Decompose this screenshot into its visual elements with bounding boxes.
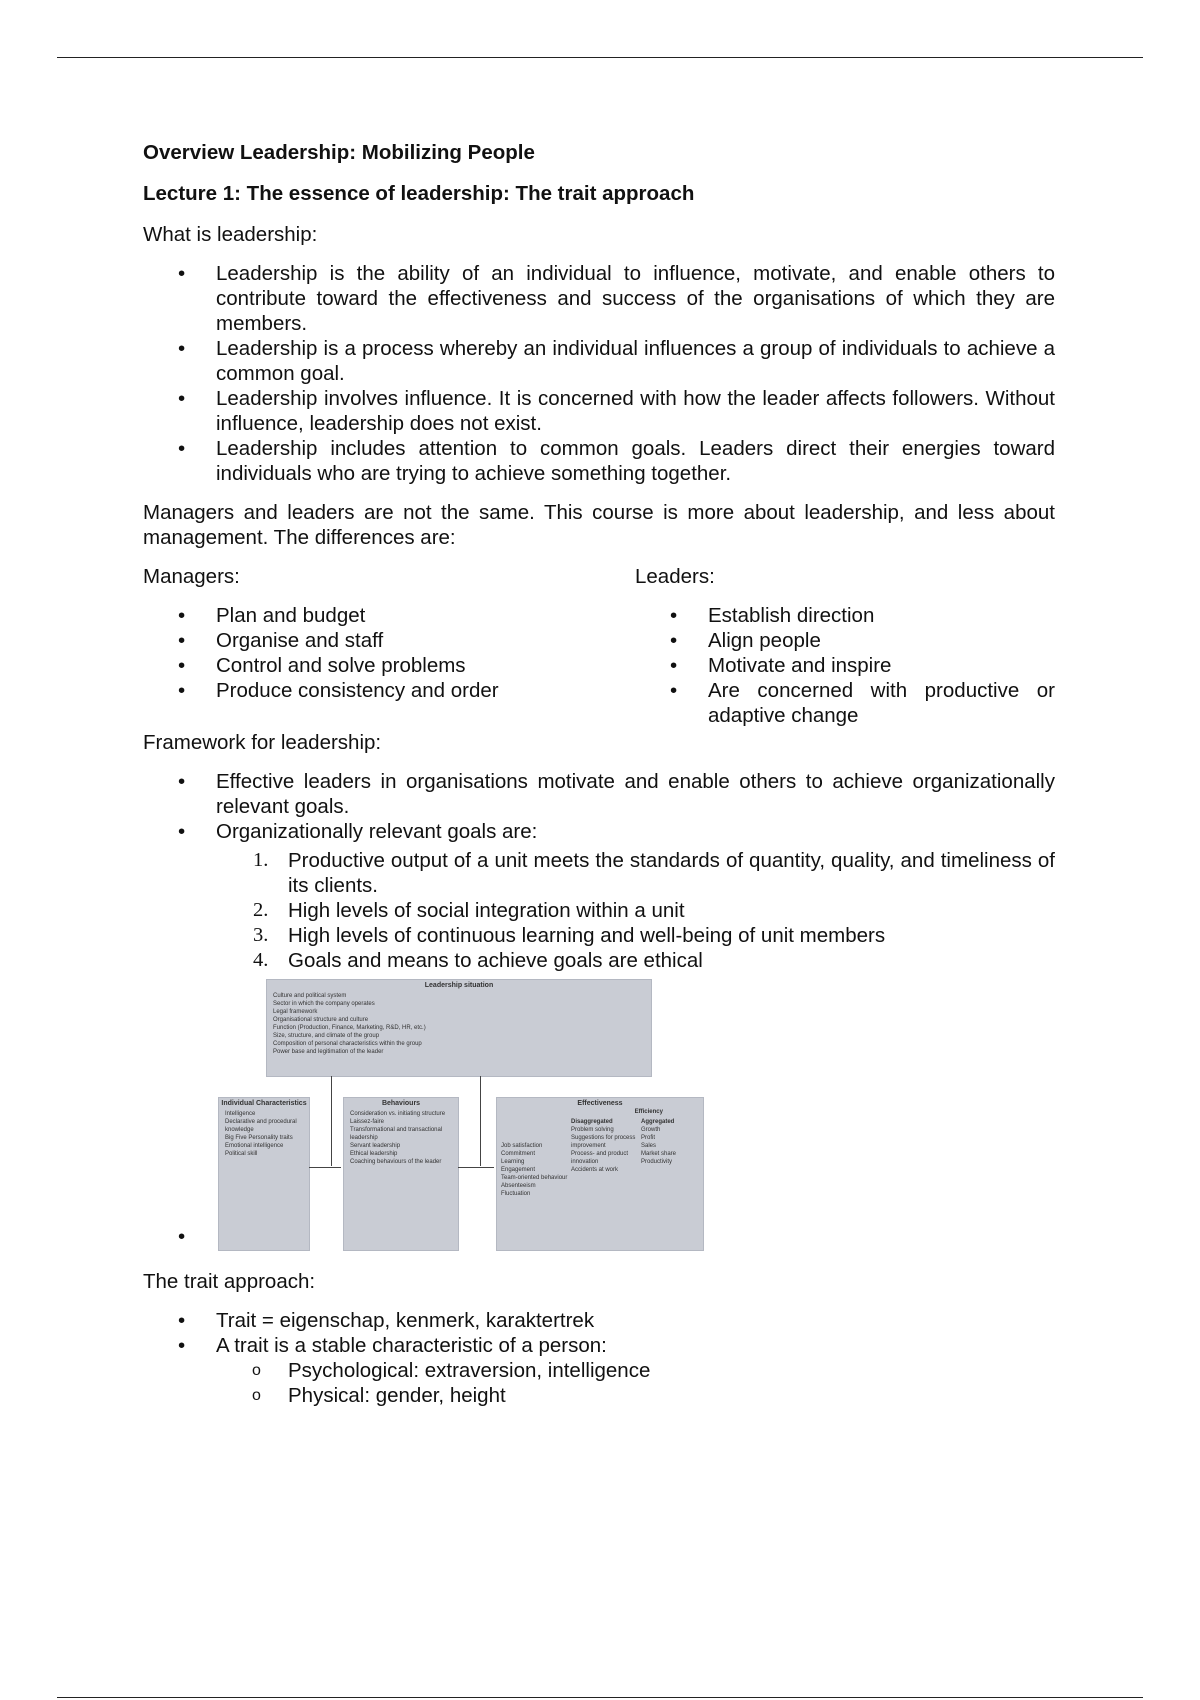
arrow-right [309,1167,341,1168]
comparison-columns [143,564,1055,728]
list-item: o Psychological: extraversion, intelligence [143,1358,1055,1383]
list-item: • Produce consistency and order [143,678,635,703]
list-item: • Effective leaders in organisations motivate and enable others to achieve organizationally relevant goals. [143,769,1055,819]
list-item: o Physical: gender, height [143,1383,1055,1408]
list-item: • Plan and budget [143,603,635,628]
goals-list [143,848,1055,973]
list-item: • A trait is a stable characteristic of a person: [143,1333,1055,1358]
trait-heading: The trait approach: [143,1270,316,1293]
leaders-list [635,603,1055,728]
list-item: • Leadership is a process whereby an individual influences a group of individuals to achieve a common goal. [143,336,1055,386]
leaders-heading: Leaders: [635,565,715,588]
list-item: • Control and solve problems [143,653,635,678]
leaders-column [635,564,1055,728]
list-item: • Are concerned with productive or adaptive change [635,678,1055,728]
trait-sub-list [143,1358,1055,1408]
managers-leaders-intro: Managers and leaders are not the same. This course is more about leadership, and less about management. The differences are: [143,501,1055,549]
lecture-heading: Lecture 1: The essence of leadership: The trait approach [143,182,695,205]
list-item: • Organise and staff [143,628,635,653]
list-item: • Leadership includes attention to common goals. Leaders direct their energies toward individuals who are trying to achieve something together. [143,436,1055,486]
list-item: • Leadership is the ability of an individual to influence, motivate, and enable others to contribute toward the effectiveness and success of the organisations of which they are members. [143,261,1055,336]
managers-column [143,564,635,728]
arrow-down [480,1076,481,1166]
document-body [143,140,1055,1422]
framework-list [143,769,1055,844]
leadership-framework-diagram [218,979,708,1249]
trait-list [143,1308,1055,1358]
arrow-right [458,1167,494,1168]
arrow-down [331,1076,332,1166]
behaviours-box: Behaviours Consideration vs. initiating structure Laissez-faire Transformational and transactional leadership Servant leadership Ethical leadership Coaching behaviours of the leader [343,1097,459,1251]
effectiveness-box: Effectiveness Efficiency Job satisfaction Commitment Learning Engagement Team-oriented behaviour Absenteeism Fluctuation Disaggregated Problem solving Suggestions for process improvement Process- and product innovation Accidents at work Aggregated Growth Profit Sales Market share Productivity [496,1097,704,1251]
document-title: Overview Leadership: Mobilizing People [143,141,535,164]
managers-heading: Managers: [143,565,240,588]
list-item: 3. High levels of continuous learning and well-being of unit members [253,924,886,947]
list-item: 1. Productive output of a unit meets the standards of quantity, quality, and timeliness of its clients. [253,849,1055,897]
managers-list [143,603,635,703]
framework-figure-row [143,979,1055,1249]
list-item: • Align people [635,628,1055,653]
what-is-list [143,261,1055,486]
top-rule [57,57,1143,58]
leadership-situation-box: Leadership situation Culture and political system Sector in which the company operates Legal framework Organisational structure and culture Function (Production, Finance, Marketing, R&D, HR, etc.) Size, structure, and climate of the group Composition of personal characteristics within the group Power base and legitimation of the leader [266,979,652,1077]
bullet-icon: • [178,1225,186,1248]
what-is-heading: What is leadership: [143,223,318,246]
framework-heading: Framework for leadership: [143,731,382,754]
list-item: • Organizationally relevant goals are: [143,819,1055,844]
list-item: 2. High levels of social integration within a unit [253,899,685,922]
bottom-rule [57,1697,1143,1698]
list-item: • Establish direction [635,603,1055,628]
list-item: • Motivate and inspire [635,653,1055,678]
list-item: • Leadership involves influence. It is concerned with how the leader affects followers. Without influence, leadership does not exist. [143,386,1055,436]
list-item: • Trait = eigenschap, kenmerk, karaktertrek [143,1308,1055,1333]
list-item: 4. Goals and means to achieve goals are ethical [253,949,703,972]
individual-characteristics-box: Individual Characteristics Intelligence Declarative and procedural knowledge Big Five Personality traits Emotional intelligence Political skill [218,1097,310,1251]
